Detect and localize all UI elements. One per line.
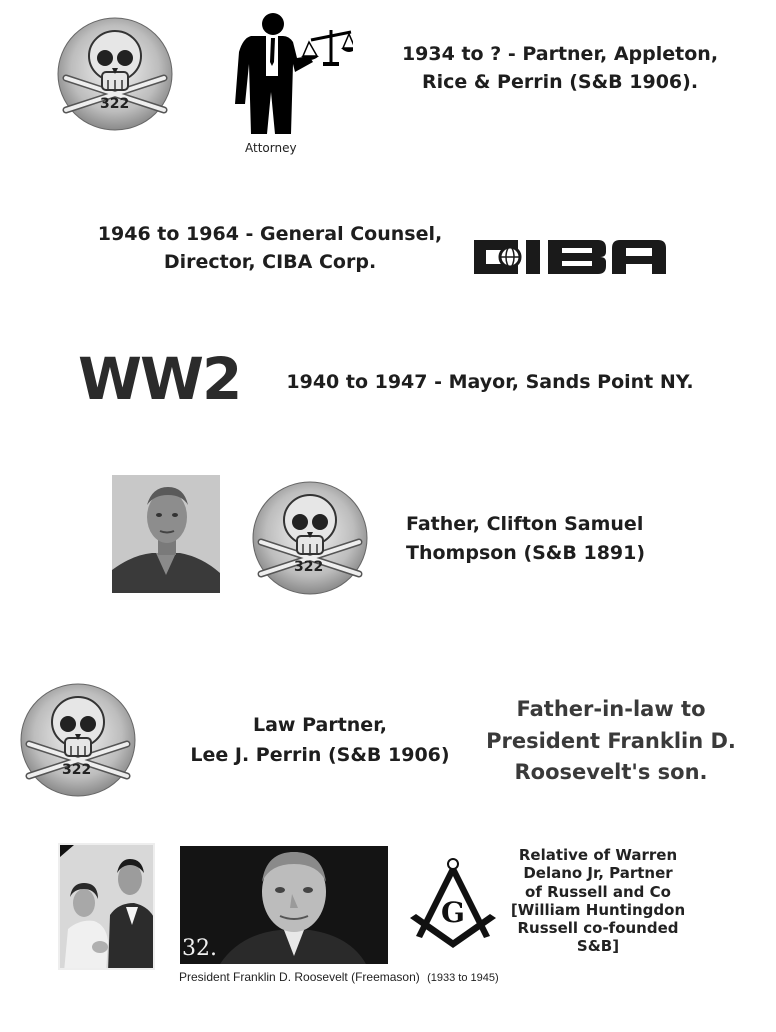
relative-line-6: S&B]: [576, 937, 620, 956]
relative-line-2: Delano Jr, Partner: [523, 864, 673, 883]
fdr-caption: [179, 970, 499, 984]
masonic-emblem: [408, 856, 498, 952]
row5-right-line1: Father-in-law to: [516, 697, 706, 721]
row2-line1: 1946 to 1964 - General Counsel,: [97, 223, 443, 245]
relative-text: [506, 846, 690, 956]
row5-text: [170, 710, 470, 771]
couple-photo: [58, 843, 155, 970]
ww2-logo: WW2: [78, 345, 241, 413]
skull-emblem-2: [250, 480, 370, 596]
ciba-logo: [470, 232, 670, 282]
row5-right-line3: Roosevelt's son.: [514, 760, 708, 784]
emblem-number: 322: [294, 559, 324, 575]
skull-emblem-1: [56, 16, 174, 132]
emblem-number: 322: [100, 96, 130, 112]
relative-line-5: Russell co-founded: [517, 919, 679, 938]
square-and-compass-icon: [408, 856, 498, 952]
attorney-label: Attorney: [245, 141, 297, 155]
relative-line-3: of Russell and Co: [525, 882, 671, 901]
row5-right-text: [476, 694, 746, 789]
row4-line2: Thompson (S&B 1891): [406, 541, 646, 564]
row1-text: [385, 41, 735, 96]
fdr-caption-years: (1933 to 1945): [427, 972, 499, 984]
row1-line2: Rice & Perrin (S&B 1906).: [421, 70, 699, 93]
skull-and-bones-icon: [18, 682, 138, 798]
clifton-thompson-photo: [112, 475, 220, 593]
fdr-caption-main: President Franklin D. Roosevelt (Freemason): [179, 970, 420, 984]
row4-line1: Father, Clifton Samuel: [406, 513, 644, 535]
row5-line2: Lee J. Perrin (S&B 1906): [190, 744, 450, 767]
skull-and-bones-icon: [250, 480, 370, 596]
row4-text: [390, 510, 660, 567]
row2-line2: Director, CIBA Corp.: [163, 250, 377, 273]
row5-line1: Law Partner,: [253, 714, 387, 736]
relative-line-4: [William Huntingdon: [510, 900, 686, 919]
skull-emblem-3: [18, 682, 138, 798]
attorney-icon: [233, 12, 353, 136]
fdr-number: 32.: [182, 936, 217, 961]
relative-line-1: Relative of Warren: [518, 846, 678, 864]
mason-letter: G: [441, 896, 465, 929]
emblem-number: 322: [62, 762, 92, 778]
row2-text: [80, 221, 460, 276]
row3-text: 1940 to 1947 - Mayor, Sands Point NY.: [286, 371, 694, 393]
row1-line1: 1934 to ? - Partner, Appleton,: [401, 43, 719, 65]
fdr-portrait: [180, 846, 388, 964]
row5-right-line2: President Franklin D.: [486, 728, 736, 753]
skull-and-bones-icon: [56, 16, 174, 132]
